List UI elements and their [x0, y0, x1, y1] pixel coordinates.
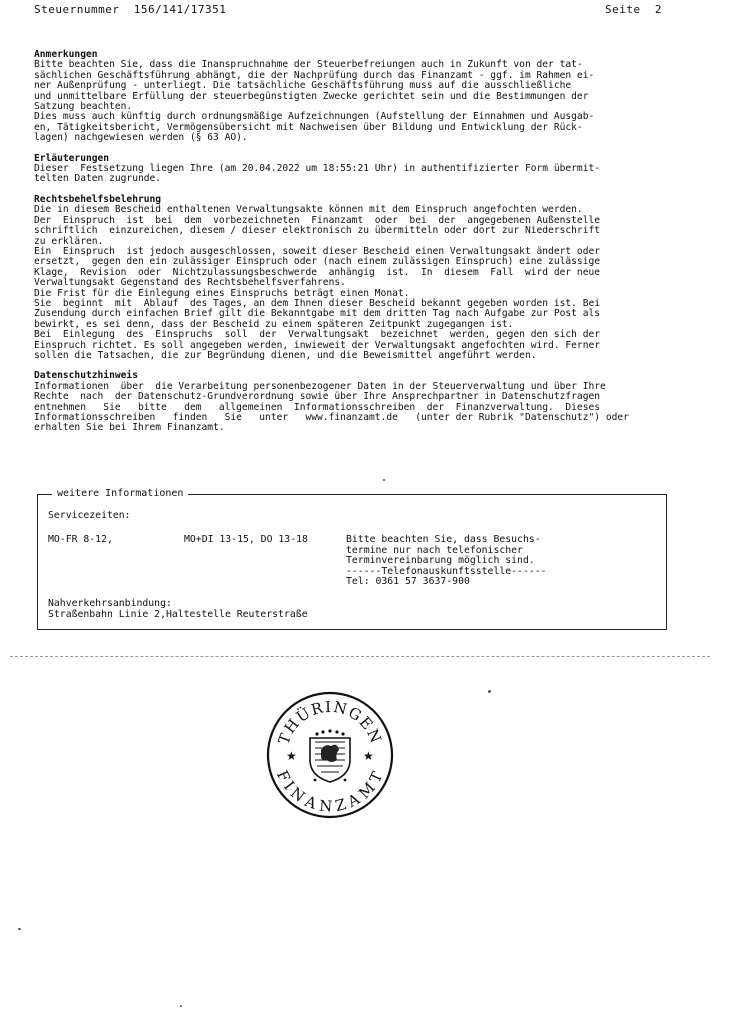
transport-info: Straßenbahn Linie 2,Haltestelle Reuterstraße [48, 609, 308, 620]
text-line: schriftlich einzureichen, diesem / dieser elektronisch zu übermitteln oder dort zur Niederschrift [34, 225, 601, 237]
appointment-note-line: termine nur nach telefonischer [346, 544, 523, 556]
scan-speck [18, 928, 21, 930]
appointment-note-line: Bitte beachten Sie, dass Besuchs- [346, 534, 541, 545]
tax-number: 156/141/17351 [133, 3, 227, 16]
tax-number-label: Steuernummer [34, 3, 120, 16]
text-line: Klage, Revision oder Nichtzulassungsbeschwerde anhängig ist. In diesem Fall wird der neue [34, 266, 601, 278]
text-line: Dies muss auch künftig durch ordnungsmäßige Aufzeichnungen (Aufstellung der Einnahmen und Ausgab- [34, 111, 595, 123]
text-line: ner Außenprüfung - unterliegt. Die tatsächliche Geschäftsführung muss auf die ausschließliche [34, 80, 572, 92]
finanzamt-seal [265, 690, 395, 820]
section-heading: Datenschutzhinweis [34, 370, 138, 382]
section-heading: Erläuterungen [34, 152, 110, 164]
scan-speck [383, 479, 385, 481]
info-box-title: weitere Informationen [52, 488, 188, 500]
seal-bottom-text: FINANZAMT [272, 767, 388, 816]
text-line: Der Einspruch ist bei dem vorbezeichneten Finanzamt oder bei der angegebenen Außenstelle [34, 214, 601, 226]
transport-label: Nahverkehrsanbindung: [48, 598, 172, 609]
text-line: und unmittelbare Erfüllung der steuerbegünstigten Zwecke gerichtet sein und die Bestimmungen der [34, 90, 589, 102]
text-line: lagen) nachgewiesen werden (§ 63 AO). [34, 132, 248, 144]
text-line: erhalten Sie bei Ihrem Finanzamt. [34, 422, 225, 434]
text-line: Bei Einlegung des Einspruchs soll der Verwaltungsakt bezeichnet werden, gegen den sich der [34, 329, 601, 341]
scan-speck [488, 690, 491, 693]
section-heading: Rechtsbehelfsbelehrung [34, 193, 162, 205]
text-line: Verwaltungsakt Gegenstand des Rechtsbehelfsverfahrens. [34, 277, 346, 289]
page-number-line [605, 3, 662, 16]
text-line: entnehmen Sie bitte dem allgemeinen Informationsschreiben der Finanzverwaltung. Dieses [34, 401, 601, 413]
text-line: sächlichen Geschäftsführung abhängt, die der Nachprüfung durch das Finanzamt - ggf. im Rahmen ei- [34, 69, 595, 81]
text-line: zu erklären. [34, 235, 104, 247]
text-line: telten Daten zugrunde. [34, 173, 162, 185]
text-line: en, Tätigkeitsbericht, Vermögensübersicht mit Nachweisen über Bildung und Entwicklung der Rück- [34, 121, 583, 133]
text-line: Informationen über die Verarbeitung personenbezogener Daten in der Steuerverwaltung und über Ihre [34, 380, 606, 392]
text-line: Satzung beachten. [34, 101, 133, 113]
text-line: Bitte beachten Sie, dass die Inanspruchnahme der Steuerbefreiungen auch in Zukunft von der tat- [34, 59, 583, 71]
scan-speck [180, 1005, 182, 1007]
section-datenschutzhinweis [34, 371, 649, 433]
service-hours-afternoon: MO+DI 13-15, DO 13-18 [184, 534, 308, 545]
lion-emblem-icon [310, 729, 350, 782]
phone-service-heading: ------Telefonauskunftsstelle------ [346, 565, 547, 577]
section-rechtsbehelfsbelehrung [34, 195, 649, 362]
page-label: Seite [605, 3, 641, 16]
text-line: Einspruch richtet. Es soll angegeben werden, inwieweit der Verwaltungsakt angefochten wird. Ferner [34, 339, 601, 351]
info-box [37, 488, 667, 630]
text-line: sollen die Tatsachen, die zur Begründung dienen, und die Beweismittel angeführt werden. [34, 349, 537, 361]
text-line: Die Frist für die Einlegung eines Einspruchs beträgt einen Monat. [34, 287, 410, 299]
service-hours-weekday: MO-FR 8-12, [48, 534, 113, 545]
document-body [34, 50, 649, 444]
appointment-note-line: Terminvereinbarung möglich sind. [346, 555, 535, 566]
seal-top-text: THÜRINGEN [274, 697, 386, 747]
text-line: Ein Einspruch ist jedoch ausgeschlossen, soweit dieser Bescheid einen Verwaltungsakt ändert oder [34, 245, 601, 257]
text-line: ersetzt, gegen den ein zulässiger Einspruch oder (nach einem zulässigen Einspruch) eine zulässige [34, 256, 601, 268]
tax-number-line [34, 3, 226, 16]
seal-star-right: ★ [363, 749, 374, 763]
service-hours-label: Servicezeiten: [48, 510, 131, 521]
text-line: Informationsschreiben finden Sie unter www.finanzamt.de (unter der Rubrik "Datenschutz") oder [34, 412, 629, 423]
text-line: Dieser Festsetzung liegen Ihre (am 20.04.2022 um 18:55:21 Uhr) in authentifizierter Form übermit- [34, 163, 601, 175]
text-line: Die in diesem Bescheid enthaltenen Verwaltungsakte können mit dem Einspruch angefochten werden. [34, 204, 583, 216]
page-number: 2 [654, 3, 662, 16]
separator-line [10, 656, 710, 657]
phone-number: Tel: 0361 57 3637-900 [346, 576, 470, 587]
section-erlaeuterungen [34, 154, 649, 185]
text-line: Rechte nach der Datenschutz-Grundverordnung sowie über Ihre Ansprechpartner in Datenschutzfragen [34, 391, 601, 403]
text-line: bewirkt, es sei denn, dass der Bescheid zu einem späteren Zeitpunkt zugegangen ist. [34, 318, 514, 330]
section-anmerkungen [34, 50, 649, 144]
text-line: Zusendung durch einfachen Brief gilt die Bekanntgabe mit dem dritten Tag nach Aufgabe zur Post als [34, 308, 601, 320]
seal-star-left: ★ [286, 749, 297, 763]
section-heading: Anmerkungen [34, 49, 98, 60]
text-line: Sie beginnt mit Ablauf des Tages, an dem Ihnen dieser Bescheid bekannt gegeben worden ist. Bei [34, 297, 601, 309]
